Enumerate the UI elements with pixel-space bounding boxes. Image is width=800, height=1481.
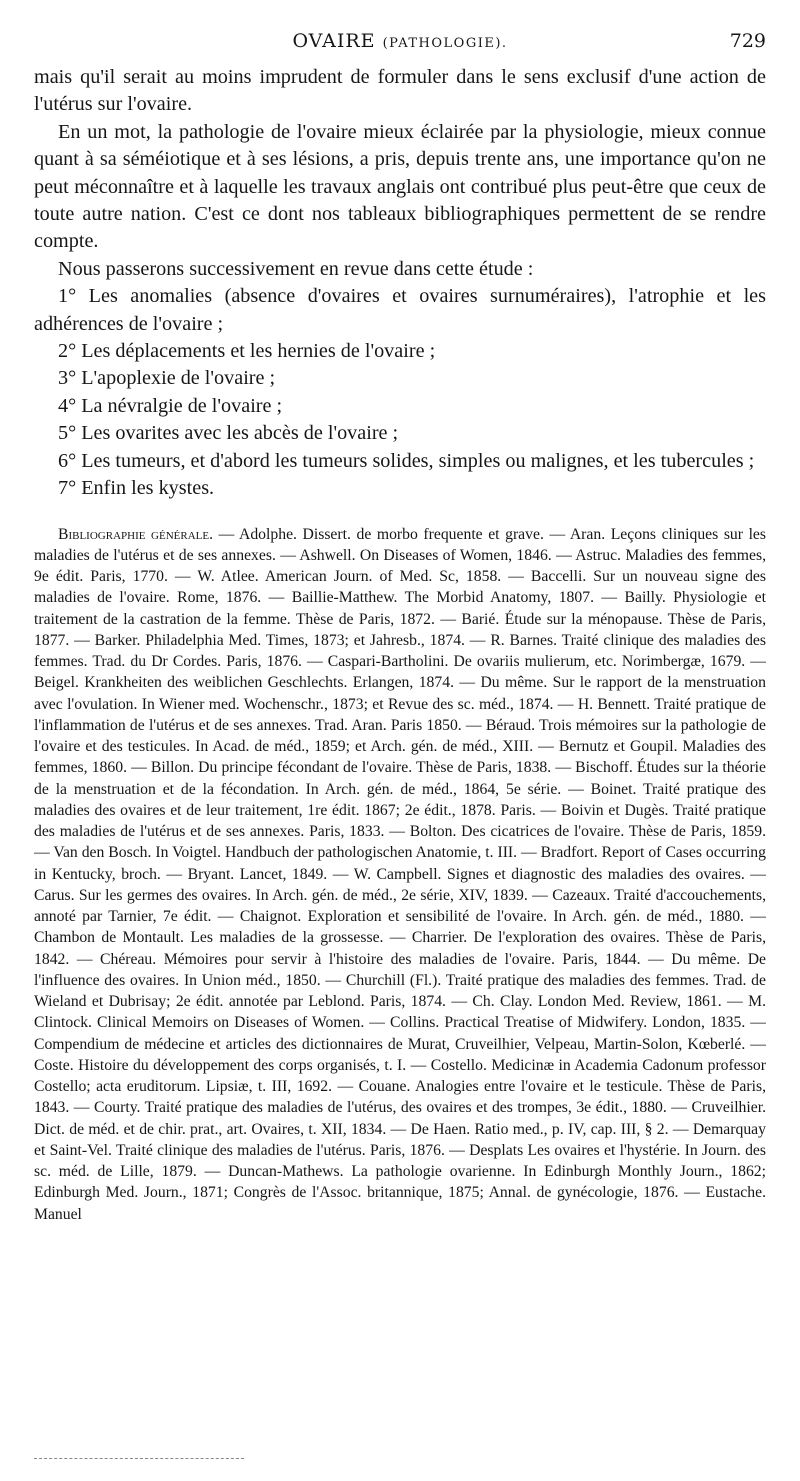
list-item: 7° Enfin les kystes.	[58, 477, 215, 500]
header-title-main: OVAIRE	[292, 30, 376, 52]
paragraph: Nous passerons successivement en revue dans cette étude :	[58, 257, 534, 280]
footer-rule	[34, 1458, 244, 1459]
list-item: 2° Les déplacements et les hernies de l'ovaire ;	[58, 340, 436, 363]
document-page	[34, 30, 766, 1470]
main-text	[34, 64, 766, 503]
paragraph: mais qu'il serait au moins imprudent de formuler dans le sens exclusif d'une action de l'utérus sur l'ovaire.	[34, 66, 766, 116]
header-title	[34, 30, 766, 52]
list-item: 6° Les tumeurs, et d'abord les tumeurs solides, simples ou malignes, et les tubercules ;	[58, 449, 755, 472]
header-title-subtitle: (PATHOLOGIE).	[382, 36, 508, 51]
list-item: 4° La névralgie de l'ovaire ;	[58, 394, 283, 417]
list-item: 3° L'apoplexie de l'ovaire ;	[58, 367, 276, 390]
list-item: 1° Les anomalies (absence d'ovaires et ovaires surnuméraires), l'atrophie et les adhérences de l'ovaire ;	[34, 285, 766, 335]
running-header	[34, 30, 766, 60]
bibliography	[34, 524, 766, 1225]
bibliography-text: — Adolphe. Dissert. de morbo frequente et grave. — Aran. Leçons cliniques sur les maladies de l'utérus et de ses annexes. — Ashwell. On Diseases of Women, 1846. — Astruc. Maladies des femmes, 9e édit. Paris, 1770. — W. Atlee. American Journ. of Med. Sc, 1858. — Baccelli. Sur un nouveau signe des maladies de l'ovaire. Rome, 1876. — Baillie-Matthew. The Morbid Anatomy, 1807. — Bailly. Physiologie et traitement de la castration de la femme. Thèse de Paris, 1872. — Barié. Étude sur la ménopause. Thèse de Paris, 1877. — Barker. Philadelphia Med. Times, 1873; et Jahresb., 1874. — R. Barnes. Traité clinique des maladies des femmes. Trad. du Dr Cordes. Paris, 1876. — Caspari-Bartholini. De ovariis mulierum, etc. Norimbergæ, 1679. — Beigel. Krankheiten des weiblichen Geschlechts. Erlangen, 1874. — Du même. Sur le rapport de la menstruation avec l'ovulation. In Wiener med. Wochenschr., 1873; et Revue des sc. méd., 1874. — H. Bennett. Traité pratique de l'inflammation de l'utérus et de ses annexes. Trad. Aran. Paris 1850. — Béraud. Trois mémoires sur la pathologie de l'ovaire et des testicules. In Acad. de méd., 1859; et Arch. gén. de méd., XIII. — Bernutz et Goupil. Maladies des femmes, 1860. — Billon. Du principe fécondant de l'ovaire. Thèse de Paris, 1838. — Bischoff. Études sur la théorie de la menstruation et de la fécondation. In Arch. gén. de méd., 1864, 5e série. — Boinet. Traité pratique des maladies des ovaires et de leur traitement, 1re édit. 1867; 2e édit., 1878. Paris. — Boivin et Dugès. Traité pratique des maladies de l'utérus et de ses annexes. Paris, 1833. — Bolton. Des cicatrices de l'ovaire. Thèse de Paris, 1859. — Van den Bosch. In Voigtel. Handbuch der pathologischen Anatomie, t. III. — Bradfort. Report of Cases occurring in Kentucky, broch. — Bryant. Lancet, 1849. — W. Campbell. Signes et diagnostic des maladies des ovaires. — Carus. Sur les germes des ovaires. In Arch. gén. de méd., 2e série, XIV, 1839. — Cazeaux. Traité d'accouchements, annoté par Tarnier, 7e édit. — Chaignot. Exploration et sensibilité de l'ovaire. In Arch. gén. de méd., 1880. — Chambon de Montault. Les maladies de la grossesse. — Charrier. De l'exploration des ovaires. Thèse de Paris, 1842. — Chéreau. Mémoires pour servir à l'histoire des maladies de l'ovaire. Paris, 1844. — Du même. De l'influence des ovaires. In Union méd., 1850. — Churchill (Fl.). Traité pratique des maladies des femmes. Trad. de Wieland et Dubrisay; 2e édit. annotée par Leblond. Paris, 1874. — Ch. Clay. London Med. Review, 1861. — M. Clintock. Clinical Memoirs on Diseases of Women. — Collins. Practical Treatise of Midwifery. London, 1835. — Compendium de médecine et articles des dictionnaires de Murat, Cruveilhier, Velpeau, Martin-Solon, Kœberlé. — Coste. Histoire du développement des corps organisés, t. I. — Costello. Medicinæ in Academia Cadonum professor Costello; acta eruditorum. Lipsiæ, t. III, 1692. — Couane. Analogies entre l'ovaire et le testicule. Thèse de Paris, 1843. — Courty. Traité pratique des maladies de l'utérus, des ovaires et des trompes, 3e édit., 1880. — Cruveilhier. Dict. de méd. et de chir. prat., art. Ovaires, t. XII, 1834. — De Haen. Ratio med., p. IV, cap. III, § 2. — Demarquay et Saint-Vel. Traité clinique des maladies de l'utérus. Paris, 1876. — Desplats Les ovaires et l'hystérie. In Journ. des sc. méd. de Lille, 1879. — Duncan-Mathews. La pathologie ovarienne. In Edinburgh Monthly Journ., 1862; Edinburgh Med. Journ., 1871; Congrès de l'Assoc. britannique, 1875; Annal. de gynécologie, 1876. — Eustache. Manuel	[34, 525, 766, 1223]
list-item: 5° Les ovarites avec les abcès de l'ovaire ;	[58, 422, 399, 445]
page-number: 729	[729, 30, 766, 52]
paragraph: En un mot, la pathologie de l'ovaire mieux éclairée par la physiologie, mieux connue quant à sa séméiotique et à ses lésions, a pris, depuis trente ans, une importance qu'on ne peut méconnaître et à laquelle les travaux anglais ont contribué plus peut-être que ceux de toute autre nation. C'est ce dont nos tableaux bibliographiques permettent de se rendre compte.	[34, 120, 766, 253]
bibliography-heading: Bibliographie générale.	[58, 525, 214, 543]
